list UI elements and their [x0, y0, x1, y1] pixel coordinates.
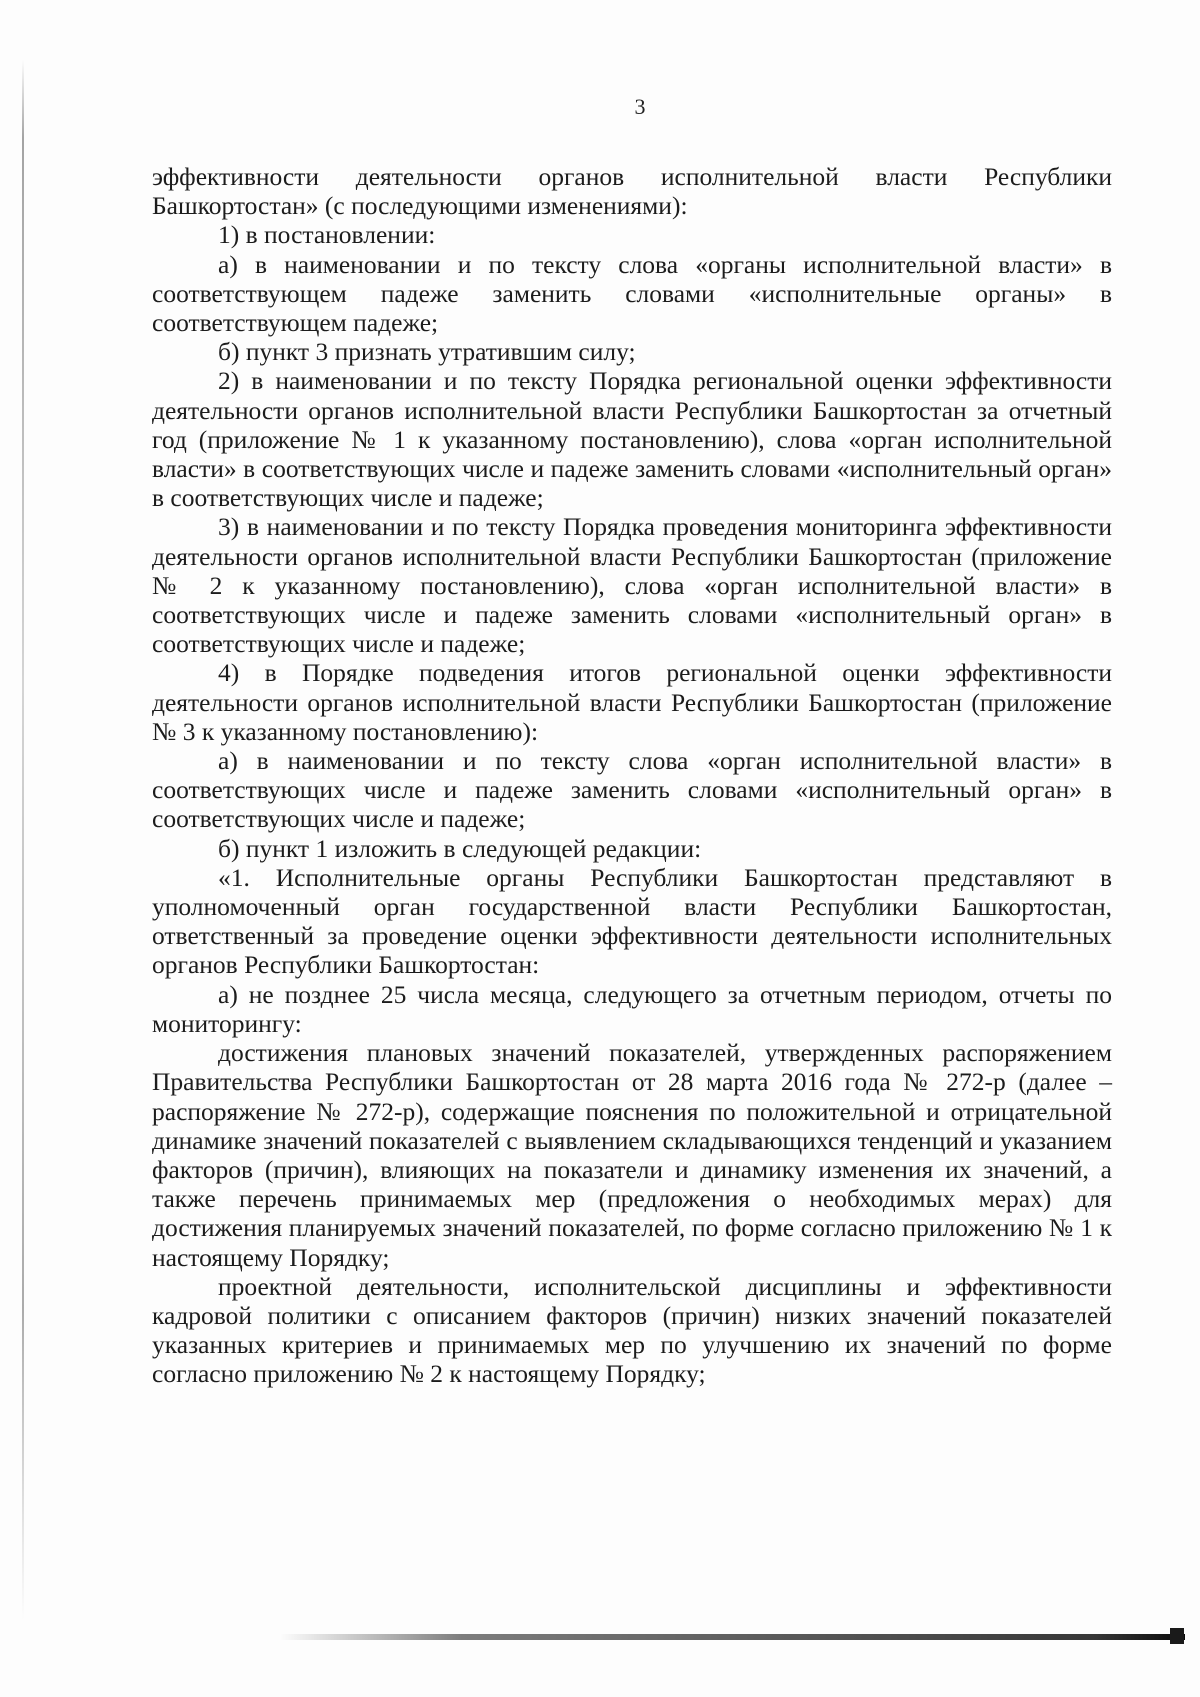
paragraph-1: эффективности деятельности органов исполнительной власти Республики Башкортостан» (с последующими изменениями): [152, 162, 1112, 221]
paragraph-6: 3) в наименовании и по тексту Порядка проведения мониторинга эффективности деятельности органов исполнительной власти Республики Башкортостан (приложение № 2 к указанному постановлению), слова «орган исполнительной власти» в соответствующих числе и падеже заменить словами «исполнительный орган» в соответствующих числе и падеже; [152, 512, 1112, 659]
paragraph-9: б) пункт 1 изложить в следующей редакции: [218, 833, 702, 863]
paragraph-2: 1) в постановлении: [218, 220, 436, 250]
paragraph-8: а) в наименовании и по тексту слова «орган исполнительной власти» в соответствующих числе и падеже заменить словами «исполнительный орган» в соответствующих числе и падеже; [152, 746, 1112, 834]
paragraph-11: а) не позднее 25 числа месяца, следующего за отчетным периодом, отчеты по мониторингу: [152, 979, 1112, 1038]
paragraph-5: 2) в наименовании и по тексту Порядка региональной оценки эффективности деятельности органов исполнительной власти Республики Башкортостан за отчетный год (приложение № 1 к указанному постановлению), слова «орган исполнительной власти» в соответствующих числе и падеже заменить словами «исполнительный орган» в соответствующих числе и падеже; [152, 366, 1112, 513]
scan-edge-left [22, 60, 24, 1620]
paragraph-12: достижения плановых значений показателей, утвержденных распоряжением Правительства Республики Башкортостан от 28 марта 2016 года № 272-р (далее – распоряжение № 272-р), содержащие пояснения по положительной и отрицательной динамике значений показателей с выявлением складывающихся тенденций и указанием факторов (причин), влияющих на показатели и динамику изменения их значений, а также перечень принимаемых мер (предложения о необходимых мерах) для достижения планируемых значений показателей, по форме согласно приложению № 1 к настоящему Порядку; [152, 1038, 1112, 1272]
paragraph-7: 4) в Порядке подведения итогов региональной оценки эффективности деятельности органов исполнительной власти Республики Башкортостан (приложение № 3 к указанному постановлению): [152, 658, 1112, 746]
paragraph-10: «1. Исполнительные органы Республики Башкортостан представляют в уполномоченный орган государственной власти Республики Башкортостан, ответственный за проведение оценки эффективности деятельности исполнительных органов Республики Башкортостан: [152, 862, 1112, 980]
document-body [152, 162, 1112, 1389]
paragraph-13: проектной деятельности, исполнительской дисциплины и эффективности кадровой политики с описанием факторов (причин) низких значений показателей указанных критериев и принимаемых мер по улучшению их значений по форме согласно приложению № 2 к настоящему Порядку; [152, 1271, 1112, 1389]
scan-edge-bottom-mark [1170, 1628, 1184, 1644]
scan-edge-bottom [280, 1634, 1185, 1640]
page-number: 3 [634, 94, 646, 119]
paragraph-4: б) пункт 3 признать утратившим силу; [218, 337, 636, 367]
paragraph-3: а) в наименовании и по тексту слова «органы исполнительной власти» в соответствующем падеже заменить словами «исполнительные органы» в соответствующем падеже; [152, 249, 1112, 338]
